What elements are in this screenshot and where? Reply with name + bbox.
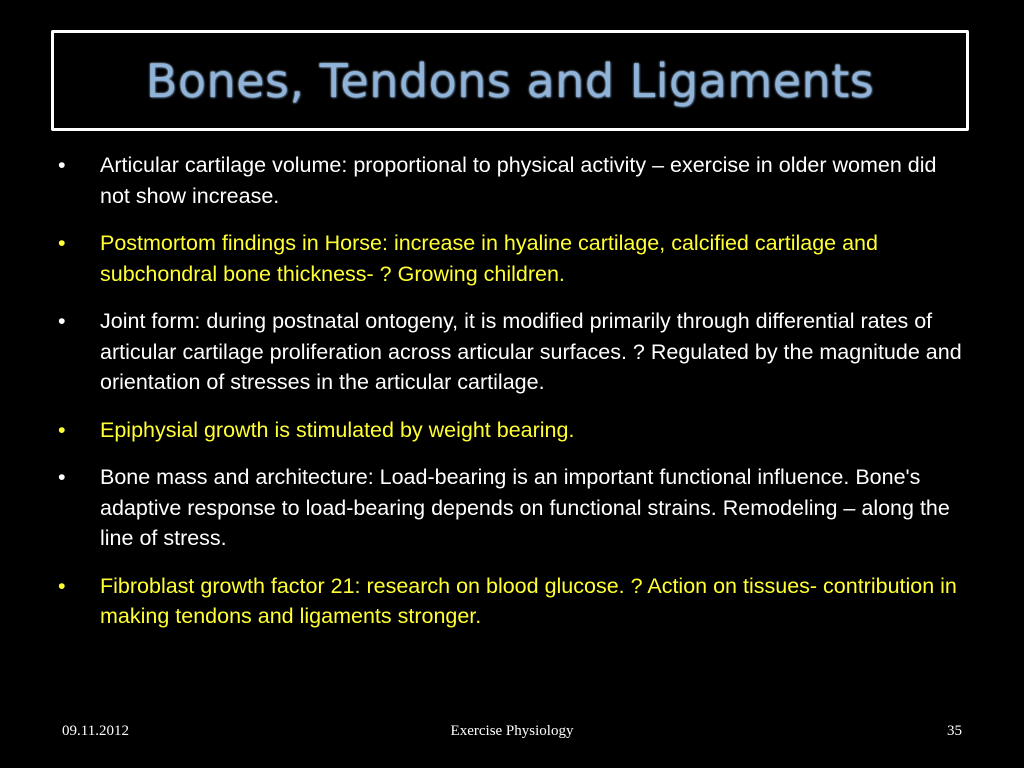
page-number: 35 xyxy=(947,723,962,739)
bullet-text: Fibroblast growth factor 21: research on blood glucose. ? Action on tissues- contribution in making tendons and ligaments stronger. xyxy=(100,573,957,628)
bullet-item xyxy=(58,571,968,632)
bullet-dot: • xyxy=(58,309,66,333)
bullet-item xyxy=(58,150,968,211)
bullet-item xyxy=(58,415,968,446)
bullet-dot: • xyxy=(58,417,66,442)
bullet-item xyxy=(58,306,968,398)
bullet-text: Postmortom findings in Horse: increase in hyaline cartilage, calcified cartilage and subchondral bone thickness- ? Growing children. xyxy=(100,231,878,286)
bullet-dot: • xyxy=(58,153,66,177)
bullet-dot: • xyxy=(58,465,66,489)
bullet-text: Articular cartilage volume: proportional to physical activity – exercise in older women did not show increase. xyxy=(100,153,937,208)
bullet-text: Epiphysial growth is stimulated by weight bearing. xyxy=(100,417,575,442)
footer-date: 09.11.2012 xyxy=(62,723,129,739)
bullet-item xyxy=(58,228,968,289)
bullet-text: Joint form: during postnatal ontogeny, it is modified primarily through differential rates of articular cartilage proliferation across articular surfaces. ? Regulated by the magnitude and orientation of stresses in the articular cartilage. xyxy=(100,309,962,394)
bullet-dot: • xyxy=(58,573,66,598)
slide-title: Bones, Tendons and Ligaments xyxy=(145,53,875,108)
footer-title: Exercise Physiology xyxy=(450,723,574,739)
bullet-list xyxy=(58,150,968,649)
bullet-dot: • xyxy=(58,231,66,255)
title-frame xyxy=(51,30,969,131)
bullet-item xyxy=(58,462,968,554)
bullet-text: Bone mass and architecture: Load-bearing is an important functional influence. Bone's adaptive response to load-bearing depends on functional strains. Remodeling – along the line of stress. xyxy=(100,465,950,550)
